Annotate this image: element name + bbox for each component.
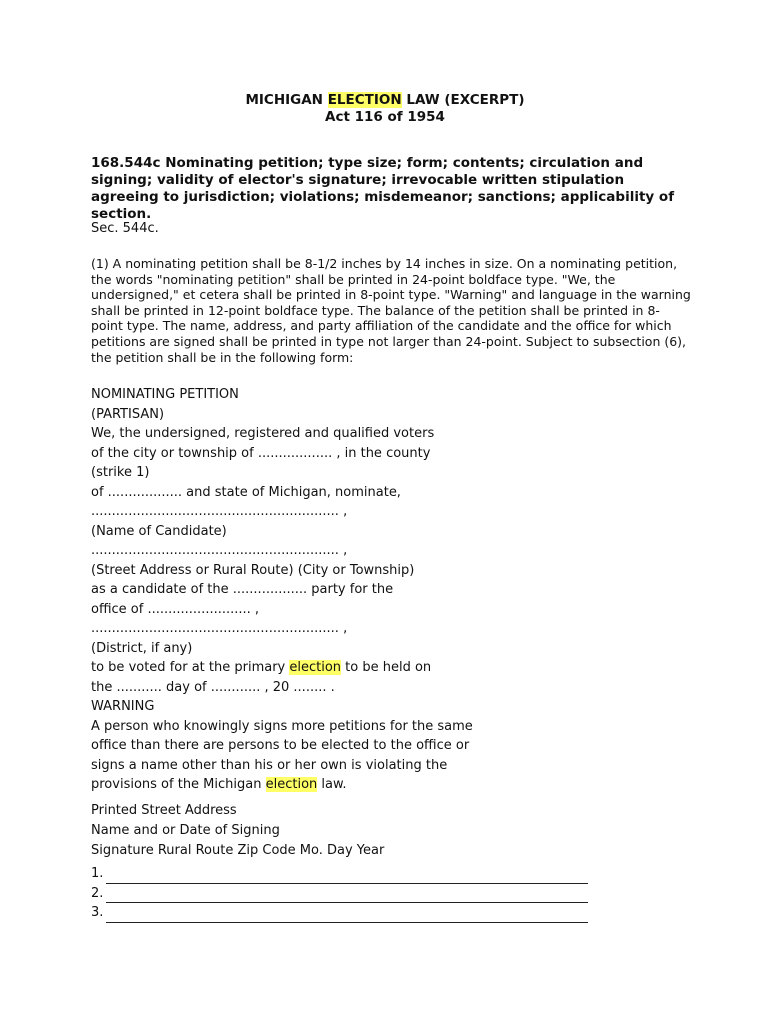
form-line: ............................................................ , [91, 543, 348, 558]
signature-header-line: Name and or Date of Signing [91, 822, 280, 838]
title-text-start: MICHIGAN [245, 92, 328, 108]
signature-line[interactable] [91, 903, 691, 923]
form-line-text: provisions of the Michigan [91, 777, 266, 792]
form-line: of .................. and state of Michigan, nominate, [91, 484, 401, 500]
form-line: We, the undersigned, registered and qualified voters [91, 426, 435, 441]
act-number: Act 116 of 1954 [325, 109, 445, 125]
form-line: signs a name other than his or her own is violating the [91, 757, 448, 773]
signature-blank[interactable] [106, 889, 588, 903]
document-title [0, 92, 770, 109]
form-line: (Name of Candidate) [91, 523, 227, 539]
form-line: office than there are persons to be elected to the office or [91, 738, 470, 753]
highlight-election: election [265, 777, 318, 792]
section-number: Sec. 544c. [91, 221, 159, 236]
signature-line-number: 3. [91, 905, 104, 920]
petition-form-text [91, 385, 711, 795]
form-line [91, 775, 711, 795]
signature-line-number: 1. [91, 866, 104, 881]
signature-line[interactable] [91, 864, 691, 884]
highlight-election: election [289, 660, 342, 675]
form-line: office of ......................... , [91, 601, 260, 617]
form-line: the ........... day of ............ , 20 ........ . [91, 679, 335, 695]
form-line: (PARTISAN) [91, 406, 165, 422]
form-line: NOMINATING PETITION [91, 387, 239, 402]
form-line: (Street Address or Rural Route) (City or Township) [91, 562, 415, 578]
paragraph-1: (1) A nominating petition shall be 8-1/2 inches by 14 inches in size. On a nominating petition, the words "nominating petition" shall be printed in 24-point boldface type. "We, the undersigned," et cetera shall be printed in 8-point type. "Warning" and language in the warning shall be printed in 12-point boldface type. The balance of the petition shall be printed in 8-point type. The name, address, and party affiliation of the candidate and the office for which petitions are signed shall be printed in type not larger than 24-point. Subject to subsection (6), the petition shall be in the following form: [91, 256, 691, 365]
form-line: (District, if any) [91, 640, 193, 656]
form-line: A person who knowingly signs more petitions for the same [91, 718, 473, 734]
signature-blank[interactable] [106, 870, 588, 884]
signature-header-line: Signature Rural Route Zip Code Mo. Day Year [91, 842, 385, 858]
form-line: of the city or township of .................. , in the county [91, 445, 431, 461]
form-line-text: law. [317, 777, 347, 792]
form-line: ............................................................ , [91, 621, 348, 636]
signature-line-number: 2. [91, 885, 104, 901]
signature-line[interactable] [91, 884, 691, 904]
signature-lines [91, 864, 691, 923]
form-line: (strike 1) [91, 465, 150, 480]
document-title-block [0, 92, 770, 126]
form-line [91, 658, 711, 678]
form-line-text: to be held on [341, 660, 432, 675]
title-text-end: LAW (EXCERPT) [401, 92, 525, 108]
title-highlight-election: ELECTION [327, 92, 402, 108]
signature-blank[interactable] [106, 909, 588, 923]
signature-header [91, 801, 711, 860]
section-heading: 168.544c Nominating petition; type size; form; contents; circulation and signing; validity of elector's signature; irrevocable written stipulation agreeing to jurisdiction; violations; misdemeanor; sanctions; applicability of section. [91, 155, 675, 222]
form-line: ............................................................ , [91, 504, 348, 519]
signature-header-line: Printed Street Address [91, 803, 237, 818]
form-line-text: to be voted for at the primary [91, 660, 290, 675]
warning-heading: WARNING [91, 699, 155, 714]
form-line: as a candidate of the .................. party for the [91, 582, 394, 597]
